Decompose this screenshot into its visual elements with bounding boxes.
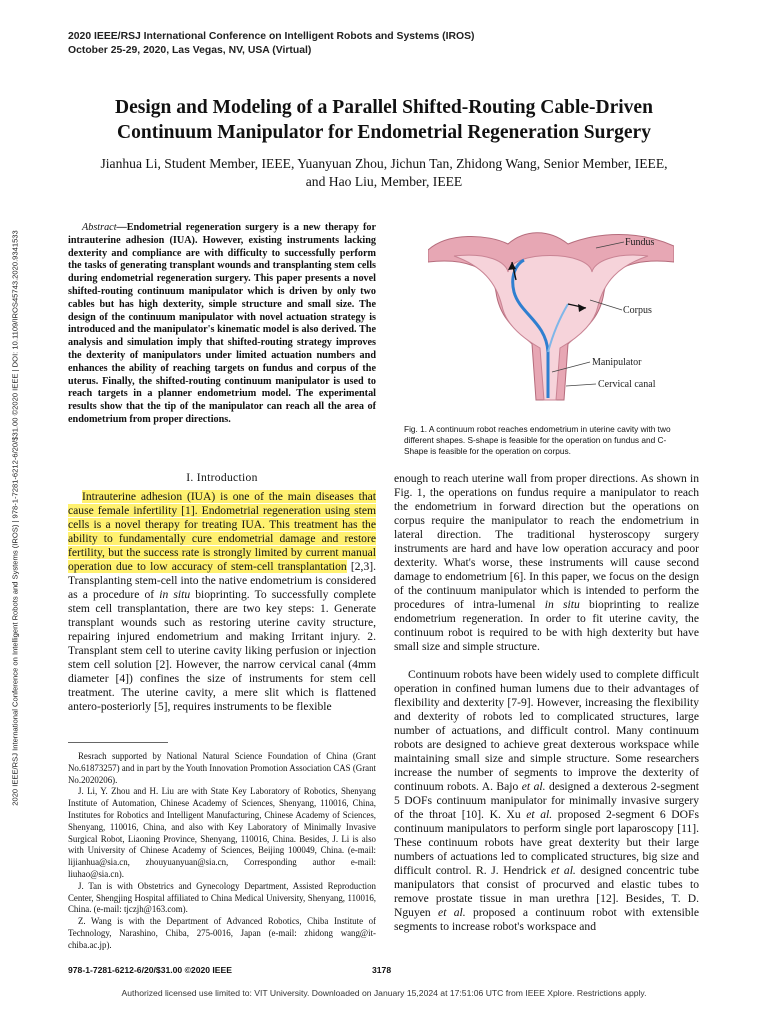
figure-1-caption: Fig. 1. A continuum robot reaches endometrium in uterine cavity with two different shapes. S-shape is feasible for the operation on fundus and C-Shape is feasible for the operation on corpus. <box>404 424 671 457</box>
paper-title <box>60 95 708 145</box>
label-corpus: Corpus <box>623 305 652 316</box>
intro-paragraph-2: Continuum robots have been widely used to complete difficult operation in confined human lumens due to their advantages of flexibility and dexterity [7-9]. However, increasing the flexibility and dexterity of robots led to complicated structures, large number of actuations, and difficult control. Many continuum robots are designed to achieve great dexterous workspace while maintaining small size and simple structure. Some researchers increase the number of segments to improve the dexterity of continuum robots. A. Bajo et al. designed a dexterous 2-segment 5 DOFs continuum manipulator for minimally invasive surgery of the throat [10]. K. Xu et al. proposed 2-segment 6 DOFs continuum manipulators to perform single port laparoscopy [11]. These continuum robots have great dexterity but their large numbers of actuations led to complicated structures, big size and difficult control. R. J. Hendrick et al. designed concentric tube manipulators that consist of procurved and elastic tubes to remove prostate tissue in man urethra [12]. Besides, T. D. Nguyen et al. proposed a continuum robot with extensible segments to increase robot's workspace and <box>394 668 700 933</box>
page-number: 3178 <box>372 965 392 975</box>
uterus-illustration <box>428 222 674 402</box>
footnotes <box>68 751 376 952</box>
abstract-label: Abstract <box>82 222 117 233</box>
intro-right-column <box>394 472 699 934</box>
abstract-text: —Endometrial regeneration surgery is a new therapy for intrauterine adhesion (IUA). However, existing instruments lacking dexterity and compliance are with difficulty to successfully perform the tasks of generating transplant wounds and transplanting stem cells during endometrial regeneration surgery. This paper presents a novel shifted-routing continuum manipulator which is driven by only two cables but has high dexterity, simple structure and small size. The design of the continuum manipulator with novel actuation strategy is introduced and the manipulator's kinematic model is also derived. The analysis and simulation imply that shifted-routing strategy improves the dexterity of manipulators under limited actuation numbers and enhances the ability of reaching targets on fundus and corpus of the uterus. Finally, the shifted-routing continuum manipulator is used to reach targets in a planner endometrium model. The experimental results show that the tip of the manipulator can reach all the area of endometrium from proper directions. <box>68 222 376 425</box>
author-list <box>80 155 688 191</box>
footnote-funding: Resrach supported by National Natural Science Foundation of China (Grant No.61873257) and in part by the Youth Innovation Promotion Association CAS (Grant No.2020206). <box>68 751 376 785</box>
label-fundus: Fundus <box>625 237 655 248</box>
label-manipulator: Manipulator <box>592 357 642 368</box>
section-heading-introduction: I. Introduction <box>186 471 258 484</box>
figure-1 <box>428 222 674 402</box>
license-notice: Authorized licensed use limited to: VIT University. Downloaded on January 15,2024 at 17:51:06 UTC from IEEE Xplore. Restrictions apply. <box>121 988 647 998</box>
footnote-divider <box>68 742 168 743</box>
authors-line-1: Jianhua Li, Student Member, IEEE, Yuanyuan Zhou, Jichun Tan, Zhidong Wang, Senior Member, IEEE, <box>100 156 668 171</box>
side-doi-note <box>6 160 24 875</box>
authors-line-2: and Hao Liu, Member, IEEE <box>305 174 463 189</box>
conference-name: 2020 IEEE/RSJ International Conference on Intelligent Robots and Systems (IROS) <box>68 31 475 42</box>
conference-dates: October 25-29, 2020, Las Vegas, NV, USA (Virtual) <box>68 45 312 56</box>
conference-header <box>68 30 474 58</box>
footnote-affiliation-2: J. Tan is with Obstetrics and Gynecology Department, Assisted Reproduction Center, Shengjing Hospital affiliated to China Medical University, Shenyang, 110016, China. (e-mail: tjczjh@163.com). <box>68 880 376 915</box>
label-cervical-canal: Cervical canal <box>598 379 656 390</box>
abstract <box>68 222 376 427</box>
intro-paragraph-continued: enough to reach uterine wall from proper directions. As shown in Fig. 1, the operations on fundus require a manipulator to reach the endometrium in forward direction but the operations on corpus require the manipulator to reach the endometrium in lateral direction. The traditional hysteroscopy surgery instruments are hard and have low operation accuracy and poor dexterity. What's worse, these instruments will cause second damage to endometrium [6]. In this paper, we focus on the design of the continuum manipulator which is intended to perform the procedures of intra-lumenal in situ bioprinting to realize endometrium regeneration. In order to fit uterine cavity, the continuum robot is required to be with high dexterity but have small size and simple structure. <box>394 472 699 653</box>
highlighted-text: Intrauterine adhesion (IUA) is one of the main diseases that cause female infertility [1]. Endometrial regeneration using stem cells is a novel therapy for treating IUA. This treatment has the ability to fundamentally cure endometrial damage and restore fertility, but the success rate is strongly limited by current manual operation due to low accuracy of stem-cell transplantation <box>68 490 376 573</box>
title-line-2: Continuum Manipulator for Endometrial Regeneration Surgery <box>117 122 651 143</box>
footnote-affiliation-3: Z. Wang is with the Department of Advanced Robotics, Chiba Institute of Technology, Narashino, Chiba, 275-0016, Japan (e-mail: zhidong wang@it-chiba.ac.jp). <box>68 916 376 950</box>
intro-paragraph-1: Intrauterine adhesion (IUA) is one of the main diseases that cause female infertility [1]. Endometrial regeneration using stem cells is a novel therapy for treating IUA. This treatment has the ability to fundamentally cure endometrial damage and restore fertility, but the success rate is strongly limited by current manual operation due to low accuracy of stem-cell transplantation [2,3]. Transplanting stem-cell into the native endometrium is considered as a procedure of in situ bioprinting. To successfully complete stem cell transplantation, there are two key steps: 1. Generate transplant wounds such as restoring uterine cavity structure, repairing injured endometrium and making Irritant injury. 2. Transplant stem cell to uterine cavity liking perfusion or injection stem cell solution [2]. However, the narrow cervical canal (4mm diameter [4]) confines the size of instruments for stem cell treatment. The uterine cavity, a mere slit which is flattened antero-posteriorly [5], requires instruments to be flexible <box>68 490 377 713</box>
intro-left-column <box>68 490 376 714</box>
title-line-1: Design and Modeling of a Parallel Shifted-Routing Cable-Driven <box>115 97 653 118</box>
side-doi-text: 2020 IEEE/RSJ International Conference on Intelligent Robots and Systems (IROS) | 978-1-7281-6212-6/20/$31.00 ©2020 IEEE | DOI: 10.1109/IROS45743.2020.9341533 <box>10 229 20 806</box>
footer-isbn: 978-1-7281-6212-6/20/$31.00 ©2020 IEEE <box>68 965 233 975</box>
footnote-affiliation-1: J. Li, Y. Zhou and H. Liu are with State Key Laboratory of Robotics, Shenyang Institute of Automation, Chinese Academy of Sciences, Shenyang, 110016, China, Institutes for Robotics and Intelligent Manufacturing, Chinese Academy of Sciences, Shenyang, 110016, China, and also with Key Laboratory of Minimally Invasive Surgical Robot, Liaoning Province, Shenyang, 110016, China. Besides, J. Li is also with University of Chinese Academy of Sciences, Beijing 100049, China. (e-mail: lijianhua@sia.cn, zhouyuanyuan@sia.cn, Corresponding author e-mail: liuhao@sia.cn). <box>68 786 376 879</box>
